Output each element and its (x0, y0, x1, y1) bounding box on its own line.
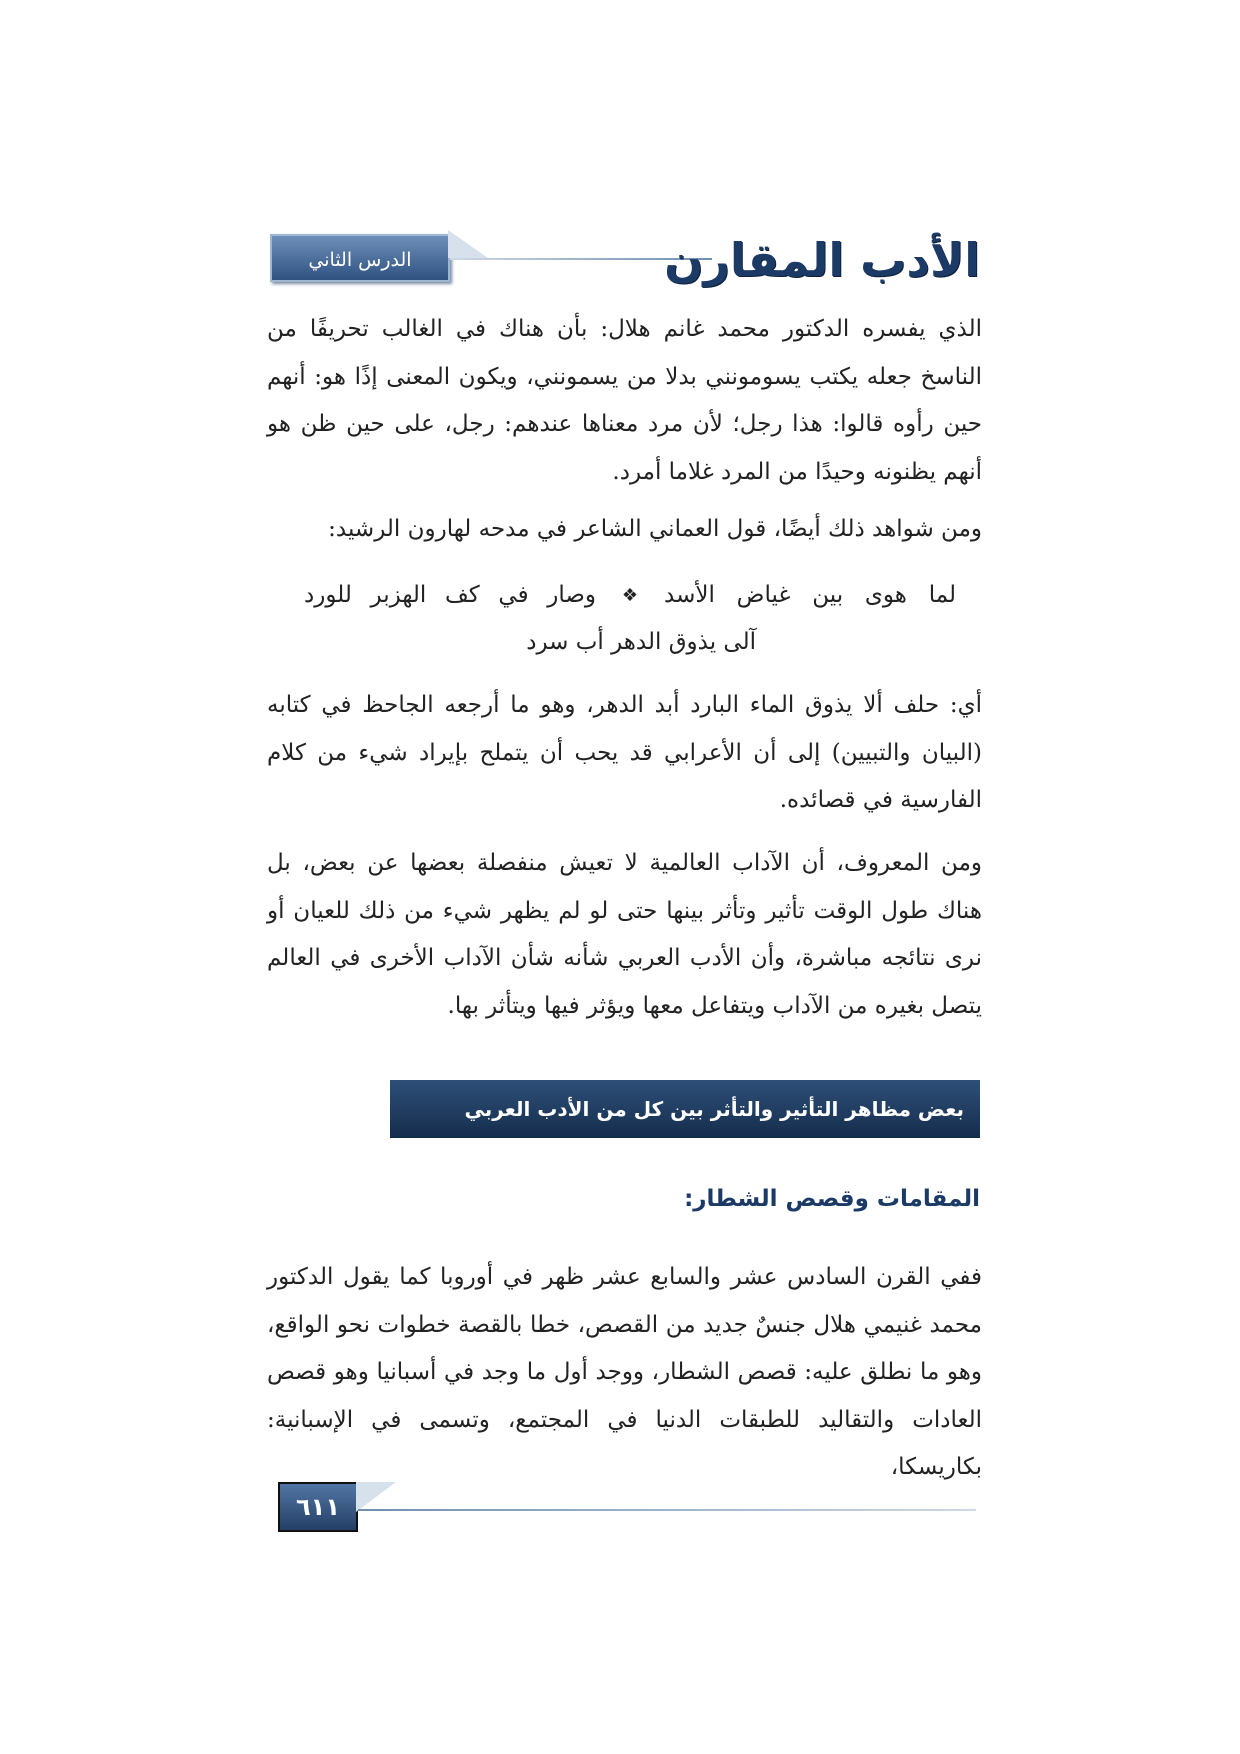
poem-verse (290, 572, 970, 666)
paragraph-5: ففي القرن السادس عشر والسابع عشر ظهر في أوروبا كما يقول الدكتور محمد غنيمي هلال جنسٌ جديد من القصص، خطا بالقصة خطوات نحو الواقع، وهو ما نطلق عليه: قصص الشطار، ووجد أول ما وجد في أسبانيا وهو قصص العادات والتقاليد للطبقات الدنيا في المجتمع، وتسمى في الإسبانية: بكاريسكا، (267, 1264, 982, 1480)
lesson-label: الدرس الثاني والعشرون (270, 234, 450, 282)
verse-word: للورد (304, 582, 352, 608)
verse-word: لما (928, 582, 956, 608)
paragraph-2: ومن شواهد ذلك أيضًا، قول العماني الشاعر في مدحه لهارون الرشيد: (328, 516, 982, 542)
paragraph-3: أي: حلف ألا يذوق الماء البارد أبد الدهر، وهو ما أرجعه الجاحظ في كتابه (البيان والتبيين) إلى أن الأعرابي قد يحب أن يتملح بإيراد شيء من كلام الفارسية في قصائده. (267, 692, 982, 813)
page-header (270, 228, 980, 319)
verse-separator-icon: ❖ (621, 585, 639, 606)
footer-decoration (356, 1482, 396, 1512)
footer-rule (358, 1509, 976, 1511)
verse-word: الهزبر (370, 582, 427, 608)
verse-second-half (290, 572, 610, 619)
subheading: المقامات وقصص الشطار: (684, 1186, 980, 1212)
verse-line-2: آلى يذوق الدهر أب سرد (526, 629, 756, 655)
verse-line-1 (290, 572, 970, 619)
paragraph-1: الذي يفسره الدكتور محمد غانم هلال: بأن هناك في الغالب تحريفًا من الناسخ جعله يكتب يسومونني بدلا من يسمونني، ويكون المعنى إذًا هو: أنهم حين رأوه قالوا: هذا رجل؛ لأن مرد معناها عندهم: رجل، على حين ظن هو أنهم يظنونه وحيدًا من المرد غلاما أمرد. (267, 316, 982, 485)
verse-word: وصار (547, 582, 596, 608)
verse-word: غياض (736, 582, 791, 608)
paragraph-4: ومن المعروف، أن الآداب العالمية لا تعيش منفصلة بعضها عن بعض، بل هناك طول الوقت تأثير وتأثر بينها حتى لو لم يظهر شيء من ذلك للعيان أو نرى نتائجه مباشرة، وأن الأدب العربي شأنه شأن الآداب الأخرى في العالم يتصل بغيره من الآداب ويتفاعل معها ويؤثر فيها ويتأثر بها. (267, 850, 983, 1019)
book-title: الأدب المقارن (664, 233, 980, 287)
section-title: بعض مظاهر التأثير والتأثر بين كل من الأدب العربي والآداب الأخرى (390, 1080, 980, 1138)
header-decoration (448, 230, 488, 258)
verse-word: بين (812, 582, 844, 608)
verse-word: في (498, 582, 529, 608)
verse-word: الأسد (664, 582, 715, 608)
verse-first-half (650, 572, 970, 619)
page-number: ٦١١ (278, 1482, 358, 1532)
verse-word: كف (444, 582, 480, 608)
verse-word: هوى (864, 582, 907, 608)
